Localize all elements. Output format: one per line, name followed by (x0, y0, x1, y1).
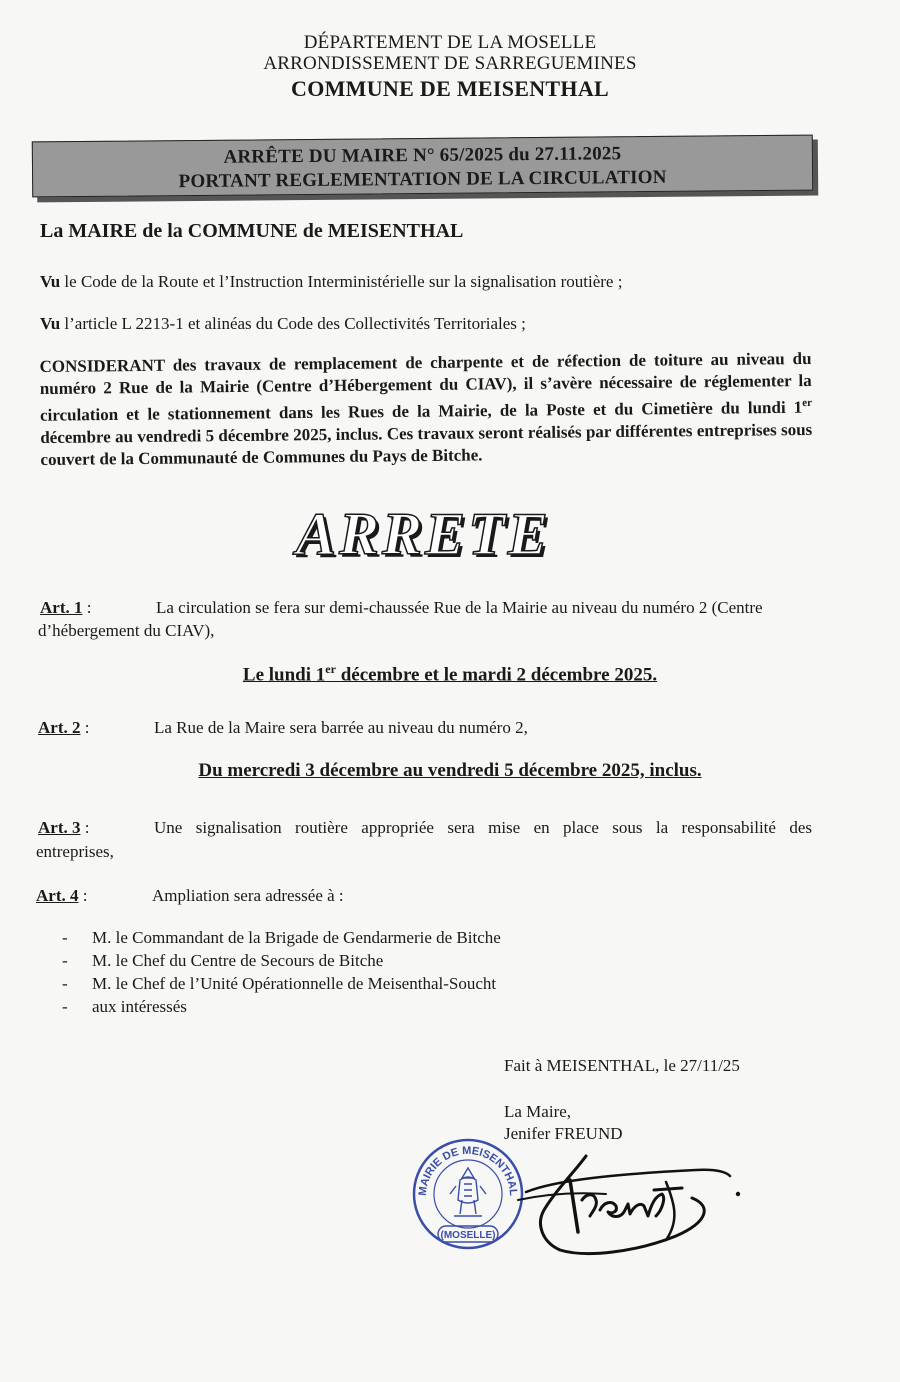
article-1-continuation: d’hébergement du CIAV), (38, 621, 215, 640)
signatory-role: La Maire, (504, 1102, 572, 1121)
list-item (60, 926, 501, 949)
article-1-text: La circulation se fera sur demi-chaussée Rue de la Mairie au niveau du numéro 2 (Centre (156, 598, 763, 617)
article-3 (38, 818, 812, 838)
article-4-label: Art. 4 (36, 886, 79, 905)
vu-cgct-text: l’article L 2213-1 et alinéas du Code des Collectivités Territoriales ; (60, 314, 526, 333)
place-and-date: Fait à MEISENTHAL, le 27/11/25 (504, 1056, 740, 1075)
article-3-text: Une signalisation routière appropriée sera mise en place sous la responsabilité des (154, 818, 812, 837)
vu-label: Vu (40, 314, 61, 333)
article-4-sep: : (78, 886, 88, 905)
list-item (60, 995, 501, 1018)
list-dash: - (62, 997, 68, 1016)
date-line-2: Du mercredi 3 décembre au vendredi 5 décembre 2025, inclus. (198, 760, 702, 781)
considerant-text-1: des travaux de remplacement de charpente et de réfection de toiture au niveau du numéro 2 Rue de la Mairie (Centre d’Hébergement du CIAV), il s’avère nécessaire de réglementer la circulation et le stationnement dans les Rues de la Mairie, de la Poste et du Cimetière du lundi 1 (39, 348, 812, 425)
article-1-label: Art. 1 (40, 598, 83, 617)
article-1-sep: : (82, 598, 92, 617)
header-commune: COMMUNE DE MEISENTHAL (291, 76, 609, 101)
mairie-stamp-icon (410, 1134, 526, 1254)
list-dash: - (62, 974, 68, 993)
recipient-gendarmerie: M. le Commandant de la Brigade de Gendarmerie de Bitche (92, 928, 501, 947)
article-3-sep: : (80, 818, 90, 837)
article-2 (38, 718, 528, 738)
article-1 (40, 596, 812, 620)
title-banner (32, 135, 813, 198)
considerant-sup: er (802, 396, 813, 410)
article-3-continuation: entreprises, (36, 842, 114, 861)
date-line-1 (0, 662, 900, 686)
considerant-text-2: décembre au vendredi 5 décembre 2025, inclus. Ces travaux seront réalisés par différentes entreprises sous couvert de la Communauté de Communes du Pays de Bitche. (40, 419, 813, 469)
recipients-list (60, 926, 501, 1018)
list-item (60, 949, 501, 972)
list-item (60, 972, 501, 995)
arrete-heading: ARRETE (296, 501, 551, 567)
article-2-label: Art. 2 (38, 718, 81, 737)
article-2-text: La Rue de la Maire sera barrée au niveau du numéro 2, (154, 718, 528, 737)
article-3-label: Art. 3 (38, 818, 81, 837)
recipient-unite-operationnelle: M. le Chef de l’Unité Opérationnelle de Meisenthal-Soucht (92, 974, 497, 993)
vu-code-route (40, 272, 622, 292)
considerant-paragraph (39, 348, 812, 471)
signatory-name: Jenifer FREUND (504, 1124, 623, 1143)
date-line-1-a: Le lundi 1 (242, 664, 326, 686)
recipient-interesses: aux intéressés (92, 997, 187, 1016)
recipient-secours: M. le Chef du Centre de Secours de Bitche (92, 951, 384, 970)
considerant-label: CONSIDERANT (39, 355, 165, 377)
date-line-1-b: décembre et le mardi 2 décembre 2025. (335, 664, 658, 686)
article-4 (36, 886, 344, 906)
vu-cgct (40, 314, 526, 334)
date-line-1-sup: er (325, 662, 336, 676)
header-arrondissement: ARRONDISSEMENT DE SARREGUEMINES (263, 53, 637, 74)
vu-code-route-text: le Code de la Route et l’Instruction Interministérielle sur la signalisation routière ; (60, 272, 623, 291)
stamp-bottom-text: (MOSELLE) (440, 1230, 496, 1241)
maire-title: La MAIRE de la COMMUNE de MEISENTHAL (40, 220, 464, 242)
header-departement: DÉPARTEMENT DE LA MOSELLE (303, 32, 597, 53)
handwritten-signature-icon (516, 1150, 746, 1260)
banner-subject: PORTANT REGLEMENTATION DE LA CIRCULATION (178, 166, 667, 193)
stamp-top-text: MAIRIE DE MEISENTHAL (416, 1144, 520, 1197)
article-2-sep: : (80, 718, 90, 737)
banner-arrete-number: ARRÊTE DU MAIRE N° 65/2025 du 27.11.2025 (223, 143, 622, 168)
list-dash: - (62, 928, 68, 947)
article-4-text: Ampliation sera adressée à : (152, 886, 344, 905)
list-dash: - (62, 951, 68, 970)
vu-label: Vu (40, 272, 61, 291)
